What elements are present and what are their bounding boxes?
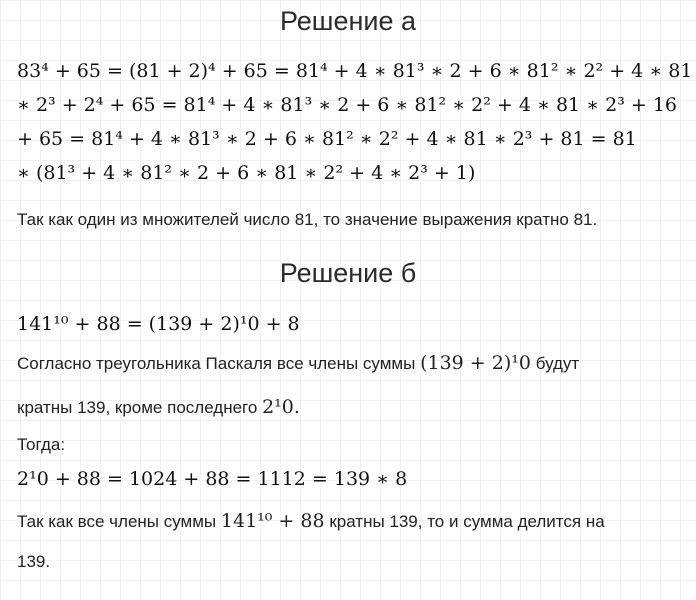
final-text-start: Так как все члены суммы bbox=[17, 512, 217, 531]
solution-a-line-3 bbox=[17, 128, 637, 150]
solution-a-conclusion: Так как один из множителей число 81, то значение выражения кратно 81. bbox=[17, 210, 598, 229]
then-label: Тогда: bbox=[17, 435, 66, 454]
pascal-math: (139 + 2)¹0 bbox=[420, 352, 531, 374]
solution-a-line-2 bbox=[17, 94, 677, 116]
solution-a-line-1-text: 83⁴ + 65 = (81 + 2)⁴ + 65 = 81⁴ + 4 ∗ 81³ ∗ 2 + 6 ∗ 81² ∗ 2² + 4 ∗ 81 bbox=[17, 60, 693, 82]
solution-b-formula-2: 2¹0 + 88 = 1024 + 88 = 1112 = 139 ∗ 8 bbox=[17, 468, 408, 490]
final-line-2: 139. bbox=[17, 552, 51, 571]
final-text-end: кратны 139, то и сумма делится на bbox=[329, 512, 605, 531]
solution-a-line-3-text: + 65 = 81⁴ + 4 ∗ 81³ ∗ 2 + 6 ∗ 81² ∗ 2² + 4 ∗ 81 ∗ 2³ + 81 = 81 bbox=[17, 128, 637, 150]
heading-solution-a: Решение а bbox=[279, 6, 417, 36]
pascal-text: Согласно треугольника Паскаля все члены суммы bbox=[17, 354, 416, 373]
multiple-sentence bbox=[17, 396, 300, 418]
multiple-math: 2¹0. bbox=[262, 396, 300, 418]
pascal-sentence bbox=[17, 352, 579, 374]
heading-solution-b: Решение б bbox=[279, 258, 417, 288]
final-sentence bbox=[17, 510, 605, 532]
solution-a-line-1 bbox=[17, 60, 692, 82]
pascal-tail: будут bbox=[535, 354, 580, 373]
solution-a-line-4-text: ∗ (81³ + 4 ∗ 81² ∗ 2 + 6 ∗ 81 ∗ 2² + 4 ∗ 2³ + 1) bbox=[17, 162, 476, 184]
solution-a-line-4 bbox=[17, 162, 475, 184]
multiple-text: кратны 139, кроме последнего bbox=[17, 398, 258, 417]
solution-a-line-2-text: ∗ 2³ + 2⁴ + 65 = 81⁴ + 4 ∗ 81³ ∗ 2 + 6 ∗ 81² ∗ 2² + 4 ∗ 81 ∗ 2³ + 16 bbox=[17, 94, 677, 116]
final-math: 141¹⁰ + 88 bbox=[220, 510, 325, 532]
solution-b-formula-1: 141¹⁰ + 88 = (139 + 2)¹0 + 8 bbox=[17, 313, 300, 335]
